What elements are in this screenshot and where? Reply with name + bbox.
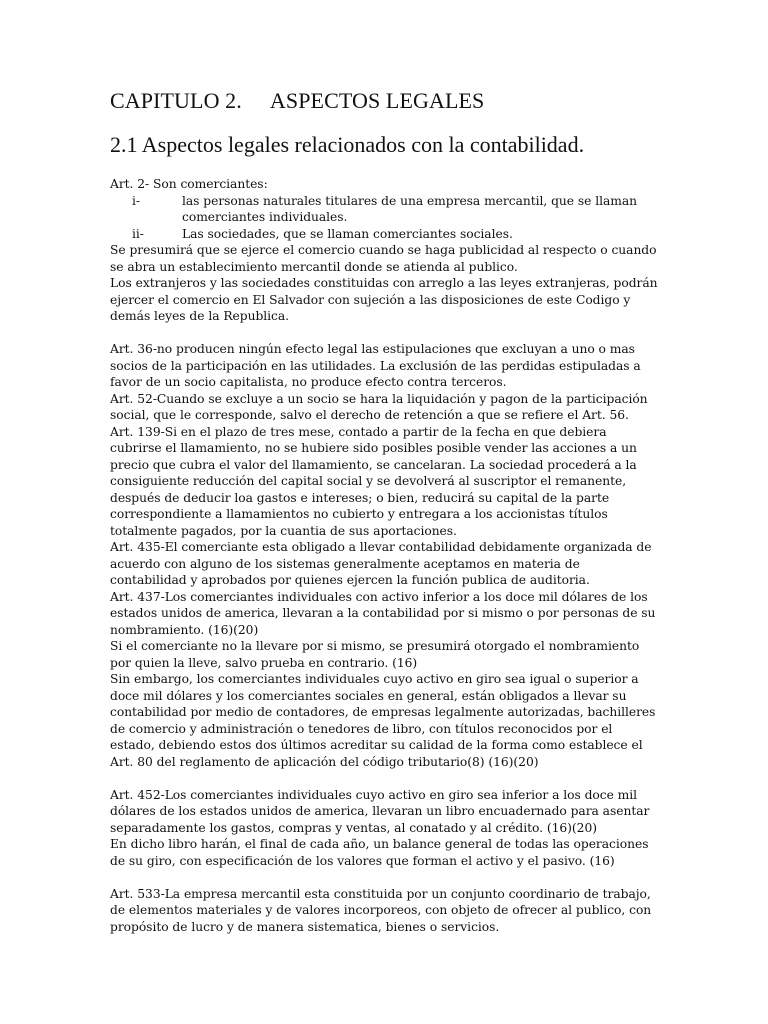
list-item-text: las personas naturales titulares de una empresa mercantil, que se llaman comerciantes individuales. <box>182 193 638 224</box>
section-heading: 2.1 Aspectos legales relacionados con la contabilidad. <box>110 132 585 157</box>
list-marker: i- <box>132 193 140 208</box>
art-437-paragraph: Art. 437-Los comerciantes individuales con activo inferior a los doce mil dólares de los estados unidos de america, llevaran a la contabilidad por si mismo o por personas de su nombramiento. (16)(20) <box>110 589 656 637</box>
art-139-paragraph: Art. 139-Si en el plazo de tres mese, contado a partir de la fecha en que debiera cubrirse el llamamiento, no se hubiere sido posibles posible vender las acciones a un precio que cubra el valor del llamamiento, se cancelaran. La sociedad procederá a la consiguiente reducción del capital social y se devolverá al suscriptor el remanente, después de deducir loa gastos e intereses; o bien, reducirá su capital de la parte correspondiente a llamamientos no cubierto y entregara a los accionistas títulos totalmente pagados, por la cuantia de sus aportaciones. <box>110 424 637 538</box>
document-body <box>110 176 658 935</box>
art-36-paragraph: Art. 36-no producen ningún efecto legal las estipulaciones que excluyan a uno o mas socios de la participación en las utilidades. La exclusión de las perdidas estipuladas a favor de un socio capitalista, no produce efecto contra terceros. <box>110 342 641 389</box>
art-452-paragraph: En dicho libro harán, el final de cada año, un balance general de todas las operaciones de su giro, con especificación de los valores que forman el activo y el pasivo. (16) <box>110 837 649 868</box>
art-2-paragraph: Se presumirá que se ejerce el comercio cuando se haga publicidad al respecto o cuando se abra un establecimiento mercantil donde se atienda al publico. <box>110 243 657 274</box>
art-437-paragraph: Sin embargo, los comerciantes individuales cuyo activo en giro sea igual o superior a doce mil dólares y los comerciantes sociales en general, están obligados a llevar su contabilidad por medio de contadores, de empresas legalmente autorizadas, bachilleres de comercio y administración o tenedores de libro, con títulos reconocidos por el estado, debiendo estos dos últimos acreditar su calidad de la forma como establece el Art. 80 del reglamento de aplicación del código tributario(8) (16)(20) <box>110 672 656 769</box>
chapter-label: CAPITULO 2. <box>110 88 242 113</box>
art-435-paragraph: Art. 435-El comerciante esta obligado a llevar contabilidad debidamente organizada de acuerdo con alguno de los sistemas generalmente aceptamos en materia de contabilidad y aprobados por quienes ejercen la función publica de auditoria. <box>110 540 652 587</box>
art-2-paragraph: Los extranjeros y las sociedades constituidas con arreglo a las leyes extranjeras, podrán ejercer el comercio en El Salvador con sujeción a las disposiciones de este Codigo y demás leyes de la Republica. <box>110 276 658 323</box>
art-437-paragraph: Si el comerciante no la llevare por si mismo, se presumirá otorgado el nombramiento por quien la lleve, salvo prueba en contrario. (16) <box>110 639 640 670</box>
chapter-title: ASPECTOS LEGALES <box>269 88 485 113</box>
chapter-heading <box>110 86 658 116</box>
list-item <box>110 193 658 226</box>
art-452-paragraph: Art. 452-Los comerciantes individuales cuyo activo en giro sea inferior a los doce mil dólares de los estados unidos de america, llevaran un libro encuadernado para asentar separadamente los gastos, compras y ventas, al conatado y al crédito. (16)(20) <box>110 787 650 835</box>
list-item-text: Las sociedades, que se llaman comerciantes sociales. <box>182 226 513 241</box>
art-52-paragraph: Art. 52-Cuando se excluye a un socio se hara la liquidación y pagon de la participación social, que le corresponde, salvo el derecho de retención a que se refiere el Art. 56. <box>110 391 648 422</box>
document-page <box>110 86 658 935</box>
list-marker: ii- <box>132 226 144 241</box>
art-533-paragraph: Art. 533-La empresa mercantil esta constituida por un conjunto coordinario de trabajo, de elementos materiales y de valores incorporeos, con objeto de ofrecer al publico, con propósito de lucro y de manera sistematica, bienes o servicios. <box>110 886 652 934</box>
art-2-intro: Art. 2- Son comerciantes: <box>110 177 268 191</box>
list-item <box>110 226 658 243</box>
